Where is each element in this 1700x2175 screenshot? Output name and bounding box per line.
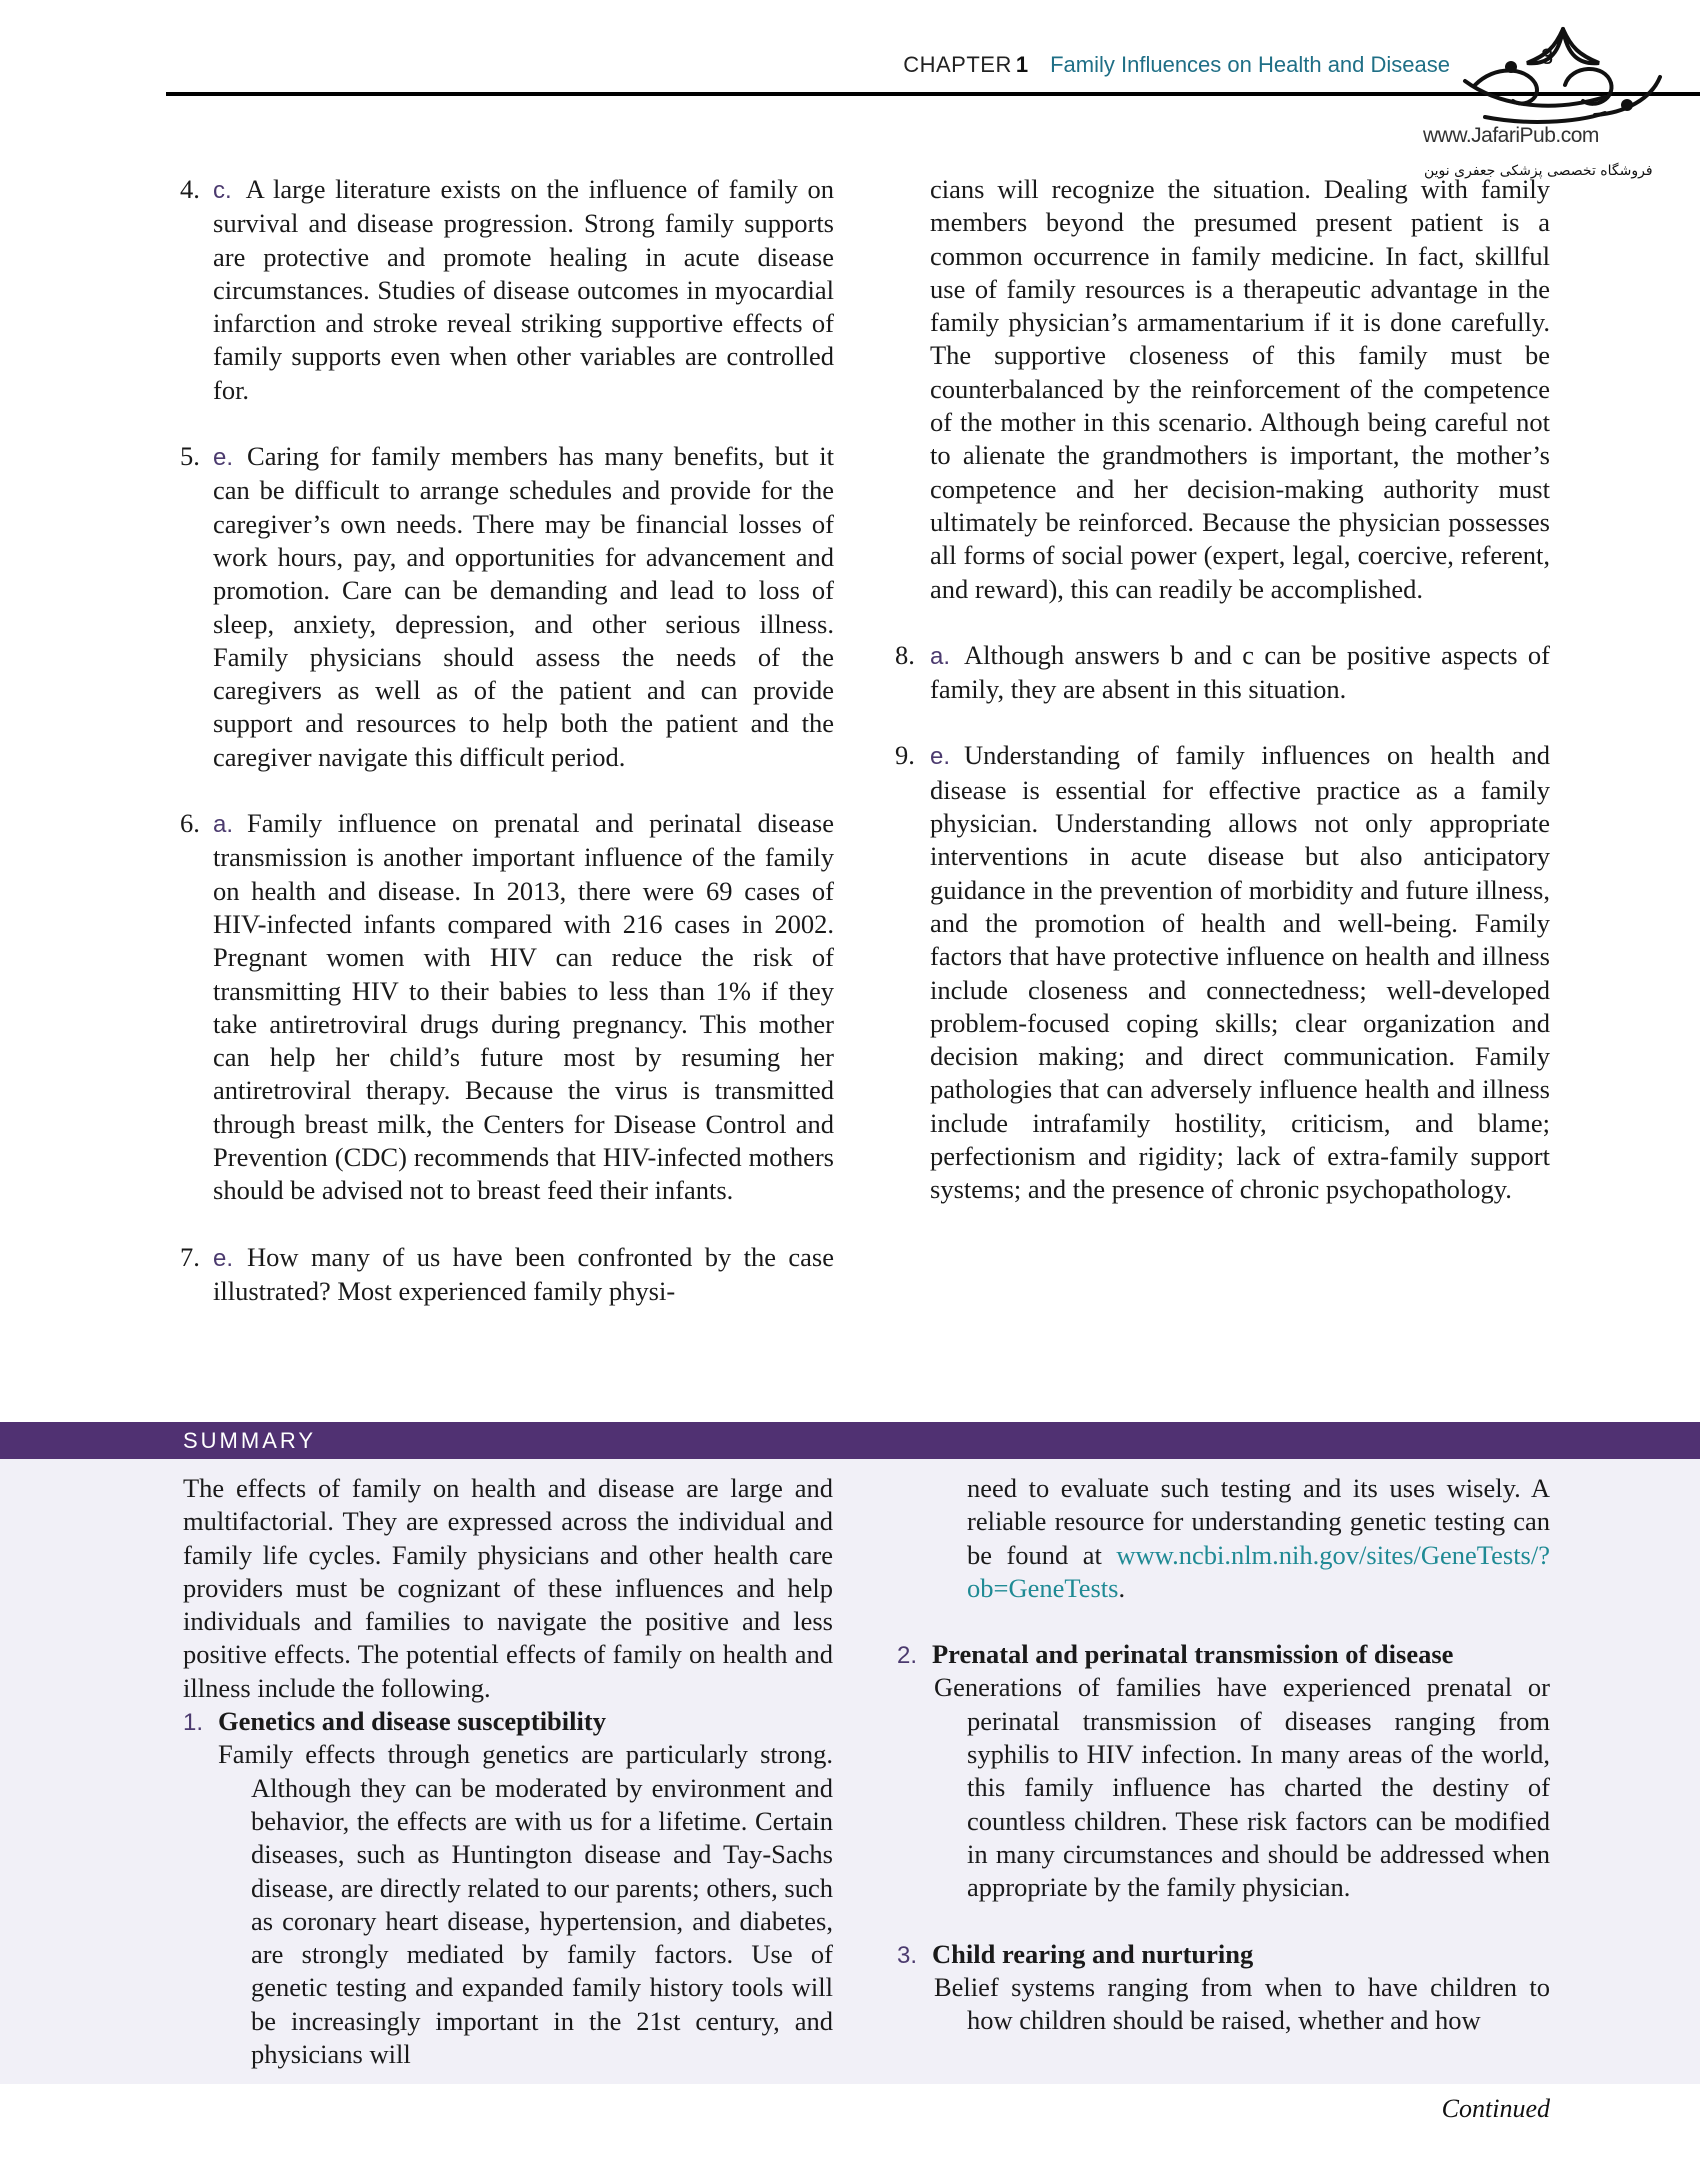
answer-number: 4. bbox=[180, 174, 200, 204]
answer-text: Caring for family members has many benefits, but it can be difficult to arrange schedules and provide for the caregiver’s own needs. There may be financial losses of work hours, pay, and opportunities for advancement and promotion. Care can be demanding and lead to loss of sleep, anxiety, depression, and other serious illness. Family physicians should assess the needs of the caregivers as well as of the patient and can provide support and resources to help both the patient and the caregiver navigate this difficult period. bbox=[213, 441, 834, 772]
answer-number: 7. bbox=[180, 1241, 200, 1272]
answer-letter: e. bbox=[213, 1244, 234, 1272]
answer-number: 5. bbox=[180, 441, 200, 472]
summary-continuation-end: . bbox=[1118, 1572, 1126, 1603]
summary-item-body: Generations of families have experienced prenatal or perinatal transmission of diseases ranging from syphilis to HIV infection. In many areas of the world, this family influence has charted the destiny of countless children. These risk factors can be modified in many circumstances and should be addressed when appropriate by the family physician. bbox=[934, 1672, 1550, 1903]
answer-text: Family influence on prenatal and perinatal disease transmission is another important influence of the family on health and disease. In 2013, there were 69 cases of HIV-infected infants compared with 216 cases in 2002. Pregnant women with HIV can reduce the risk of transmitting HIV to their babies to less than 1% if they take antiretroviral drugs during pregnancy. This mother can help her child’s future most by resuming her antiretroviral therapy. Because the virus is transmitted through breast milk, the Centers for Disease Control and Prevention (CDC) recommends that HIV-infected mothers should be advised not to breast feed their infants. bbox=[213, 808, 834, 1206]
answer-number: 8. bbox=[895, 639, 915, 670]
answer-letter: a. bbox=[930, 642, 951, 670]
summary-item-heading bbox=[183, 1705, 833, 1738]
chapter-number: 1 bbox=[1015, 52, 1029, 77]
answer-item bbox=[180, 807, 834, 1208]
chapter-label: CHAPTER bbox=[903, 52, 1012, 77]
answer-number: 9. bbox=[895, 740, 915, 771]
summary-item-title: Genetics and disease susceptibility bbox=[218, 1706, 606, 1737]
continued-label: Continued bbox=[1441, 2094, 1550, 2123]
logo-dot bbox=[1621, 99, 1633, 111]
summary-item-number: 2. bbox=[897, 1642, 918, 1670]
summary-item-heading bbox=[897, 1638, 1550, 1671]
answer-continuation bbox=[930, 173, 1550, 606]
answer-letter: c. bbox=[213, 177, 232, 204]
answer-text: Although answers b and c can be positive aspects of family, they are absent in this situation. bbox=[930, 639, 1550, 705]
answers-column-right bbox=[895, 173, 1550, 1240]
summary-column-right bbox=[897, 1472, 1550, 2037]
summary-item-number: 1. bbox=[183, 1709, 204, 1737]
summary-item-body: Belief systems ranging from when to have children to how children should be raised, whether and how bbox=[934, 1971, 1550, 2036]
summary-item-body: Family effects through genetics are particularly strong. Although they can be moderated by environment and behavior, the effects are with us for a lifetime. Certain diseases, such as Huntington disease and Tay-Sachs disease, are directly related to our parents; others, such as coronary heart disease, hypertension, and diabetes, are strongly mediated by family factors. Use of genetic testing and expanded family history tools will be increasingly important in the 21st century, and physicians will bbox=[218, 1739, 833, 2070]
answer-item bbox=[180, 440, 834, 774]
summary-continuation-text: need to evaluate such testing and its uses wisely. A reliable resource for understanding genetic testing can be found at bbox=[967, 1473, 1550, 1570]
answer-letter: e. bbox=[930, 743, 951, 771]
summary-item-heading bbox=[897, 1938, 1550, 1971]
chapter-title: Family Influences on Health and Disease bbox=[1050, 52, 1450, 77]
summary-item-number: 3. bbox=[897, 1941, 918, 1969]
running-header bbox=[0, 50, 1450, 80]
answer-text: A large literature exists on the influence of family on survival and disease progression. Strong family supports are protective and promote healing in acute disease circumstances. Studies of disease outcomes in myocardial infarction and stroke reveal striking supportive effects of family supports even when other variables are controlled for. bbox=[213, 174, 834, 405]
spacer bbox=[932, 1905, 1550, 1938]
answer-text: cians will recognize the situation. Dealing with family members beyond the presumed present patient is a common occurrence in family medicine. In fact, skillful use of family resources is a therapeutic advantage in the family physician’s armamentarium if it is done carefully. The supportive closeness of this family must be counterbalanced by the reinforcement of the competence of the mother in this scenario. Although being careful not to alienate the grandmothers is important, the mother’s competence and her decision-making authority must ultimately be reinforced. Because the physician possesses all forms of social power (expert, legal, coercive, referent, and reward), this can readily be accomplished. bbox=[930, 174, 1550, 604]
answer-letter: e. bbox=[213, 444, 234, 472]
answer-letter: a. bbox=[213, 811, 234, 839]
spacer bbox=[932, 1605, 1550, 1638]
summary-intro: The effects of family on health and disease are large and multifactorial. They are expressed across the individual and family life cycles. Family physicians and other health care providers must be cognizant of these influences and help individuals and families to navigate the positive and less positive effects. The potential effects of family on health and illness include the following. bbox=[183, 1473, 833, 1703]
answer-text: How many of us have been confronted by the case illustrated? Most experienced family physi- bbox=[213, 1241, 834, 1306]
genetests-link[interactable]: www.ncbi.nlm.nih.gov/sites/GeneTests/?ob=GeneTests bbox=[967, 1539, 1550, 1603]
summary-item-title: Prenatal and perinatal transmission of disease bbox=[932, 1639, 1454, 1670]
summary-item-continuation bbox=[932, 1472, 1550, 1605]
summary-title: SUMMARY bbox=[183, 1428, 317, 1453]
answers-column-left bbox=[180, 173, 834, 1341]
answer-item bbox=[895, 739, 1550, 1206]
publisher-logo-icon bbox=[1455, 25, 1665, 125]
answer-text: Understanding of family influences on health and disease is essential for effective practice as a family physician. Understanding allows not only appropriate interventions in acute disease but also anticipatory guidance in the prevention of morbidity and future illness, and the promotion of health and well-being. Family factors that have protective influence on health and illness include closeness and connectedness; well-developed problem-focused coping skills; clear organization and decision making; and direct communication. Family pathologies that can adversely influence health and illness include intrafamily hostility, criticism, and blame; perfectionism and rigidity; lack of extra-family support systems; and the presence of chronic psychopathology. bbox=[930, 740, 1550, 1205]
page-number: 3 bbox=[1541, 44, 1554, 69]
watermark-tagline: فروشگاه تخصصی پزشکی جعفری نوین bbox=[1424, 163, 1653, 179]
watermark-url: www.JafariPub.com bbox=[1423, 124, 1599, 147]
summary-item-title: Child rearing and nurturing bbox=[932, 1938, 1254, 1969]
summary-column-left bbox=[183, 1472, 833, 2071]
answer-item bbox=[180, 1241, 834, 1309]
summary-header-bar bbox=[0, 1422, 1700, 1459]
answer-item bbox=[895, 639, 1550, 707]
answer-item bbox=[180, 173, 834, 407]
answer-number: 6. bbox=[180, 808, 200, 839]
logo-dot bbox=[1505, 61, 1517, 73]
